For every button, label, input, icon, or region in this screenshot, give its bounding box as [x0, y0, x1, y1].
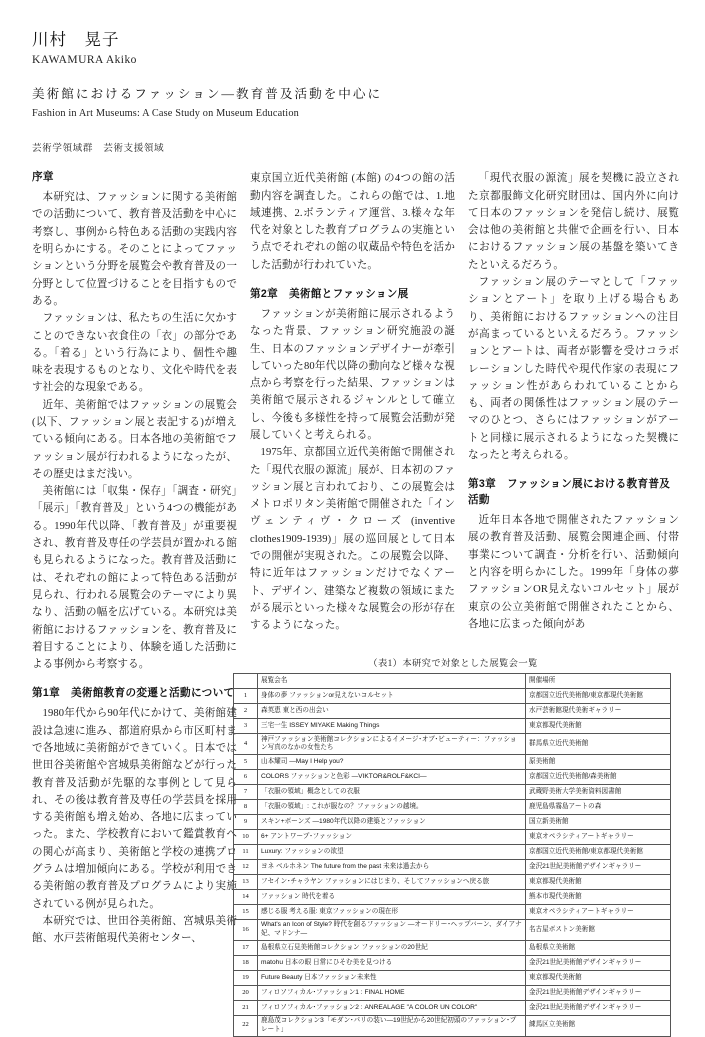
cell-venue: 原美術館: [526, 754, 671, 769]
table-row: [234, 734, 671, 755]
cell-number: 21: [234, 1000, 258, 1015]
cell-number: 17: [234, 940, 258, 955]
cell-exhibition-name: Future Beauty 日本ファッション未来性: [258, 970, 526, 985]
table-row: [234, 940, 671, 955]
cell-exhibition-name: Luxury: ファッションの欲望: [258, 844, 526, 859]
cell-exhibition-name: ヨネ ベルホネン The future from the past 未来は過去から: [258, 859, 526, 874]
cell-exhibition-name: フィロソフィカル･ファッション2 : ANREALAGE "A COLOR UN COLOR": [258, 1000, 526, 1015]
cell-venue: 京都国立近代美術館/東京都現代美術館: [526, 844, 671, 859]
column-header-number: [234, 674, 258, 689]
table-row: [234, 889, 671, 904]
paragraph: 1980年代から90年代にかけて、美術館建設は急速に進み、都道府県から市区町村まで各地域に美術館ができていく。日本では世田谷美術館や宮城県美術館などが行った教育普及活動が先駆的な事例として見られ、その後は教育普及専任の学芸員を採用する美術館も増え始め、各地に広まっていった。また、学校教育において鑑賞教育への関心が高まり、美術館と学校の連携プログラムは増加傾向にある。学校が利用できる美術館の教育普及プログラムにより実施されている例が見られた。: [32, 708, 237, 910]
article-title-english: Fashion in Art Museums: A Case Study on Museum Education: [32, 108, 299, 120]
table-row: [234, 799, 671, 814]
paragraph: 1975年、京都国立近代美術館で開催された「現代衣服の源流」展が、日本初のファッション展と言われており、この展覧会はメトロポリタン美術館で開催された「インヴェンティヴ・クローズ (inventive clothes1909-1939)」展の巡回展として日本での開催が実現された。この展覧会以降、特に近年はファッションだけでなくアート、デザイン、建築など複数の領域にまたがる展示といった様々な展覧会の形が存在するようになった。: [250, 447, 455, 632]
paragraph: 近年、美術館ではファッションの展覧会(以下、ファッション展と表記する)が増えている傾向にある。日本各地の美術館でファッション展が行われるようになったが、その歴史はまだ浅い。: [32, 399, 237, 480]
cell-exhibition-name: スキン+ボーンズ ―1980年代以降の建築とファッション: [258, 814, 526, 829]
cell-venue: 名古屋ボストン美術館: [526, 919, 671, 940]
table-body: [234, 689, 671, 1037]
table-caption: （表1）本研究で対象とした展覧会一覧: [368, 659, 538, 669]
cell-number: 22: [234, 1015, 258, 1036]
cell-exhibition-name: 「衣服の領域」概念としての衣服: [258, 784, 526, 799]
column-one: [32, 170, 237, 947]
cell-venue: 東京都現代美術館: [526, 874, 671, 889]
cell-venue: 東京都現代美術館: [526, 719, 671, 734]
paragraph: 本研究では、世田谷美術館、宮城県美術館、水戸芸術館現代美術センター、: [32, 915, 237, 945]
table-row: [234, 1000, 671, 1015]
paragraph: ファッションが美術館に展示されるようなった背景、ファッション研究施設の誕生、日本のファッションデザイナーが牽引していった80年代以降の動向など様々な視点から考察を行った結果、ファッションは美術館で展示されるジャンルとして確立し、今後も多様性を持って展覧会活動が発展していくと考えられる。: [250, 308, 455, 441]
table-row: [234, 769, 671, 784]
cell-exhibition-name: 島根県立石見美術館コレクション ファッションの20世紀: [258, 940, 526, 955]
cell-exhibition-name: 山本耀司 ―May I Help you?: [258, 754, 526, 769]
cell-venue: 国立新美術館: [526, 814, 671, 829]
cell-venue: 島根県立美術館: [526, 940, 671, 955]
paragraph: ファッション展のテーマとして「ファッションとアート」を取り上げる場合もあり、美術館におけるファッションへの注目が高まっているといえるだろう。ファッションとアートは、両者が影響を受けコラボレーションした時代や現代作家の表現にファッション性があらわれていることからも、両者の関係性はファッション展のテーマのひとつ、さらにはファッションがアートと同様に展示されるようになった契機になったと考えられる。: [468, 277, 679, 461]
cell-exhibition-name: 感じる服 考える服: 東京ファッションの現在形: [258, 904, 526, 919]
paragraph: 「現代衣服の源流」展を契機に設立された京都服飾文化研究財団は、国内外に向けて日本のファッションを発信し続け、展覧会は他の美術館と共催で企画を行い、日本におけるファッション展の基盤を築いてきたといえるだろう。: [468, 173, 679, 271]
cell-venue: 金沢21世紀美術館デザインギャラリー: [526, 1000, 671, 1015]
cell-exhibition-name: 鹿島茂コレクション3「モダン･パリの装い―19世紀から20世紀初頭のファッション･プレート」: [258, 1015, 526, 1036]
table-row: [234, 784, 671, 799]
cell-number: 8: [234, 799, 258, 814]
column-header-exhibition-name: 展覧会名: [258, 674, 526, 689]
cell-exhibition-name: 神戸ファッション美術館コレクションによるイメージ･オブ･ビューティー：ファッション写真のなかの女性たち: [258, 734, 526, 755]
cell-number: 18: [234, 955, 258, 970]
column-header-venue: 開催場所: [526, 674, 671, 689]
table-header-row: [234, 674, 671, 689]
cell-number: 1: [234, 689, 258, 704]
exhibitions-table: [233, 673, 671, 1037]
paragraph: ファッションは、私たちの生活に欠かすことのできない衣食住の「衣」の部分である。「着る」という行為により、個性や趣味を表現するものとなり、文化や時代を表す社会的な現象である。: [32, 313, 237, 394]
cell-number: 3: [234, 719, 258, 734]
cell-exhibition-name: 森英恵 東と西の出会い: [258, 704, 526, 719]
exhibitions-table-container: [233, 655, 673, 1037]
table-row: [234, 829, 671, 844]
table-row: [234, 1015, 671, 1036]
cell-exhibition-name: 三宅一生 ISSEY MIYAKE Making Things: [258, 719, 526, 734]
cell-number: 9: [234, 814, 258, 829]
cell-number: 14: [234, 889, 258, 904]
cell-exhibition-name: ファッション 時代を着る: [258, 889, 526, 904]
section-heading-jyoshou: 序章: [32, 171, 54, 184]
cell-exhibition-name: COLORS ファッションと色彩 ―VIKTOR&ROLF&KCI―: [258, 769, 526, 784]
cell-exhibition-name: 6+ アントワープ･ファッション: [258, 829, 526, 844]
cell-venue: 群馬県立近代美術館: [526, 734, 671, 755]
author-affiliation: 芸術学領域群 芸術支援領域: [32, 143, 165, 155]
cell-exhibition-name: フセイン･チャラヤン ファッションにはじまり、そしてファッションへ戻る旅: [258, 874, 526, 889]
cell-exhibition-name: フィロソフィカル･ファッション1 : FINAL HOME: [258, 985, 526, 1000]
cell-exhibition-name: matohu 日本の眼 日常にひそむ美を見つける: [258, 955, 526, 970]
cell-venue: 金沢21世紀美術館デザインギャラリー: [526, 955, 671, 970]
section-heading-chapter-3: 第3章 ファッション展における教育普及活動: [468, 478, 671, 507]
cell-venue: 金沢21世紀美術館デザインギャラリー: [526, 859, 671, 874]
paragraph: 本研究は、ファッションに関する美術館での活動について、教育普及活動を中心に考察し、事例から特色ある活動の実践内容を明らかにする。そのことによってファッションという分野を展覧会や教育普及の一分野として位置づけることを目指すものである。: [32, 192, 237, 307]
paragraph: 東京国立近代美術館 (本館) の4つの館の活動内容を調査した。これらの館では、1.地域連携、2.ボランティア運営、3.様々な年代を対象とした教育プログラムの実施という点でそれぞれの館の収蔵品や特色を活かした活動が行われていた。: [250, 173, 455, 271]
cell-exhibition-name: 「衣服の領域」: これが服なの？ファッションの越境。: [258, 799, 526, 814]
table-row: [234, 904, 671, 919]
cell-number: 13: [234, 874, 258, 889]
paragraph: 近年日本各地で開催されたファッション展の教育普及活動、展覧会関連企画、付帯事業について調査・分析を行い、活動傾向と内容を明らかにした。1999年「身体の夢 ファッションOR見えないコルセット」展が東京の公立美術館で開催されたことから、各地に広まった傾向があ: [468, 515, 690, 630]
table-row: [234, 844, 671, 859]
author-name-romanized: KAWAMURA Akiko: [32, 53, 137, 66]
cell-venue: 水戸芸術館現代美術ギャラリー: [526, 704, 671, 719]
cell-venue: 熊本市現代美術館: [526, 889, 671, 904]
section-heading-chapter-1: 第1章 美術館教育の変遷と活動について: [32, 687, 235, 700]
cell-number: 5: [234, 754, 258, 769]
author-name-japanese: 川村 晃子: [32, 30, 120, 49]
cell-venue: 京都国立近代美術館/東京都現代美術館: [526, 689, 671, 704]
cell-venue: 東京オペラシティアートギャラリー: [526, 829, 671, 844]
cell-number: 2: [234, 704, 258, 719]
table-row: [234, 970, 671, 985]
cell-number: 7: [234, 784, 258, 799]
cell-number: 6: [234, 769, 258, 784]
table-row: [234, 719, 671, 734]
table-row: [234, 985, 671, 1000]
table-row: [234, 919, 671, 940]
section-heading-chapter-2: 第2章 美術館とファッション展: [250, 288, 409, 301]
cell-venue: 金沢21世紀美術館デザインギャラリー: [526, 985, 671, 1000]
cell-venue: 練馬区立美術館: [526, 1015, 671, 1036]
cell-number: 12: [234, 859, 258, 874]
table-row: [234, 754, 671, 769]
article-header: [32, 30, 673, 154]
table-row: [234, 955, 671, 970]
cell-number: 20: [234, 985, 258, 1000]
cell-exhibition-name: What's an Icon of Style? 時代を創るファッション ―オードリー･ヘップバーン、ダイアナ妃、マドンナ―: [258, 919, 526, 940]
cell-venue: 東京オペラシティアートギャラリー: [526, 904, 671, 919]
cell-venue: 東京都現代美術館: [526, 970, 671, 985]
cell-number: 15: [234, 904, 258, 919]
table-row: [234, 859, 671, 874]
article-title-japanese: 美術館におけるファッション―教育普及活動を中心に: [32, 86, 383, 101]
cell-exhibition-name: 身体の夢 ファッションor見えないコルセット: [258, 689, 526, 704]
cell-venue: 鹿児島県霧島アートの森: [526, 799, 671, 814]
cell-number: 10: [234, 829, 258, 844]
paragraph: 美術館には「収集・保存」「調査・研究」「展示」「教育普及」という4つの機能がある。1990年代以降、「教育普及」が重要視され、教育普及専任の学芸員が置かれる館も見られるようになった。教育普及活動には、それぞれの館によって特色ある活動が見られ、行われる展覧会のテーマにより異なり、活動の幅を広げている。本研究は美術館におけるファッションを、教育普及に着目することにより、体験を通した活動による事例から考察する。: [32, 486, 237, 671]
cell-number: 4: [234, 734, 258, 755]
cell-number: 19: [234, 970, 258, 985]
cell-number: 11: [234, 844, 258, 859]
table-row: [234, 689, 671, 704]
cell-number: 16: [234, 919, 258, 940]
table-row: [234, 704, 671, 719]
cell-venue: 武蔵野美術大学美術資料図書館: [526, 784, 671, 799]
cell-venue: 京都国立近代美術館/森美術館: [526, 769, 671, 784]
table-row: [234, 814, 671, 829]
table-row: [234, 874, 671, 889]
